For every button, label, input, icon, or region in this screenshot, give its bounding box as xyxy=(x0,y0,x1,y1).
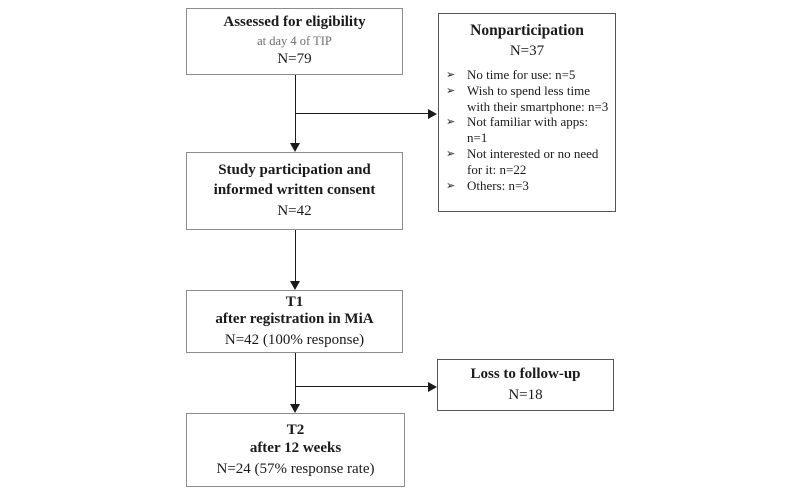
consent-n: N=42 xyxy=(277,202,312,219)
nonparticipation-n: N=37 xyxy=(509,43,545,60)
list-item xyxy=(439,114,615,146)
nonparticipation-reason-list xyxy=(439,67,615,194)
nonparticipation-title: Nonparticipation xyxy=(470,22,584,39)
loss-title: Loss to follow-up xyxy=(470,365,581,382)
connector-to-nonparticipation xyxy=(295,113,429,114)
connector-eligibility-to-consent xyxy=(295,75,296,144)
box-t1 xyxy=(186,290,403,353)
arrowhead-bullet-icon: ➢ xyxy=(446,115,456,129)
loss-n: N=18 xyxy=(508,386,543,403)
box-eligibility xyxy=(186,8,403,75)
t1-n: N=42 (100% response) xyxy=(224,332,365,349)
list-item xyxy=(439,83,615,115)
reason-text: Not familiar with apps: n=1 xyxy=(467,114,588,146)
connector-consent-to-t1 xyxy=(295,230,296,282)
arrow-down-icon xyxy=(290,143,300,152)
list-item xyxy=(439,178,615,194)
eligibility-subtitle: at day 4 of TIP xyxy=(257,34,332,49)
connector-to-loss xyxy=(295,386,429,387)
t2-title: T2 xyxy=(286,422,305,439)
t2-subtitle: after 12 weeks xyxy=(249,439,342,456)
consent-title: Study participation and informed written consent xyxy=(213,162,376,198)
box-nonparticipation xyxy=(438,13,616,212)
arrow-right-icon xyxy=(428,109,437,119)
eligibility-title: Assessed for eligibility xyxy=(223,14,366,31)
reason-text: Wish to spend less time with their smartphone: n=3 xyxy=(467,82,609,114)
connector-t1-to-t2 xyxy=(295,353,296,405)
arrow-right-icon xyxy=(428,382,437,392)
list-item xyxy=(439,67,615,83)
arrowhead-bullet-icon: ➢ xyxy=(446,178,456,192)
arrow-down-icon xyxy=(290,404,300,413)
reason-text: Not interested or no need for it: n=22 xyxy=(467,146,599,177)
reason-text: Others: n=3 xyxy=(467,177,529,193)
t2-n: N=24 (57% response rate) xyxy=(216,460,375,477)
arrowhead-bullet-icon: ➢ xyxy=(446,83,456,97)
box-t2 xyxy=(186,413,405,487)
box-consent xyxy=(186,152,403,230)
arrowhead-bullet-icon: ➢ xyxy=(446,67,456,81)
reason-text: No time for use: n=5 xyxy=(467,66,576,82)
list-item xyxy=(439,146,615,178)
t1-title: T1 xyxy=(285,293,304,310)
arrow-down-icon xyxy=(290,281,300,290)
arrowhead-bullet-icon: ➢ xyxy=(446,147,456,161)
eligibility-n: N=79 xyxy=(277,51,312,68)
box-loss-to-follow-up xyxy=(437,359,614,411)
t1-subtitle: after registration in MiA xyxy=(215,311,374,328)
